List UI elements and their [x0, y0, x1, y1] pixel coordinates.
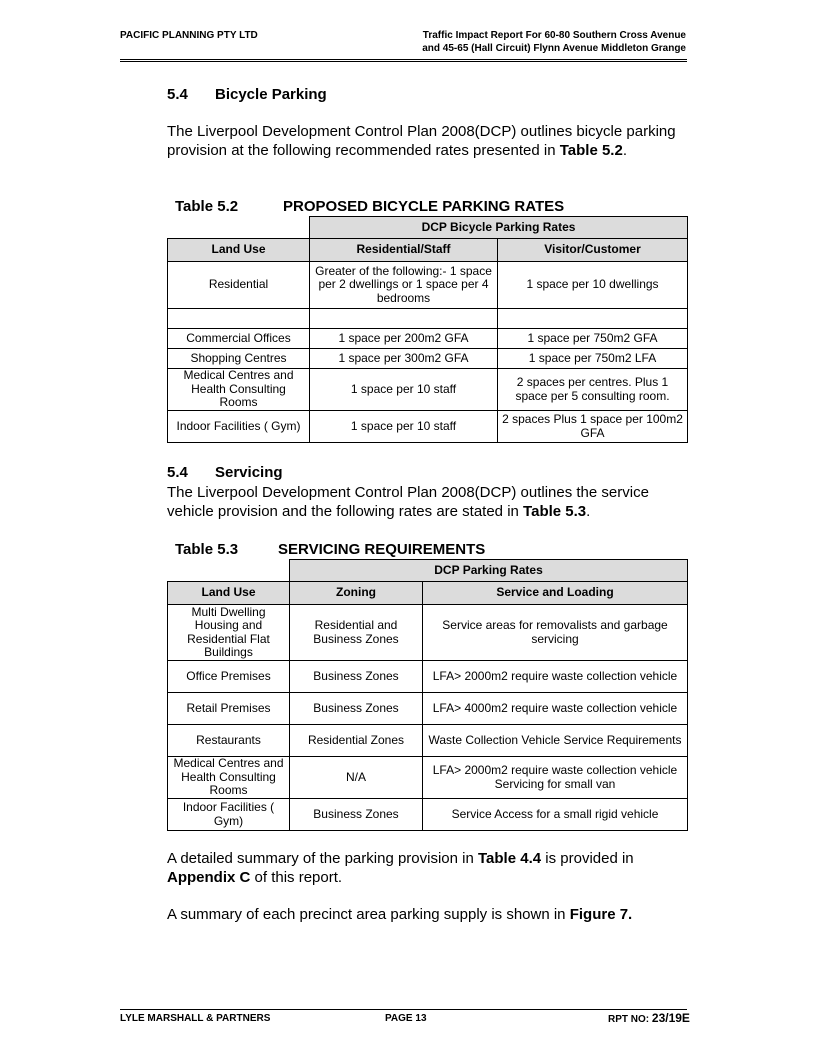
cell-land-use: Shopping Centres — [168, 349, 310, 369]
column-header: Residential/Staff — [310, 239, 498, 262]
column-header: Land Use — [168, 582, 290, 605]
cell-residential-staff: 1 space per 10 staff — [310, 411, 498, 443]
table-5-2-caption — [175, 198, 564, 215]
paragraph-text: The Liverpool Development Control Plan 2008(DCP) outlines the service vehicle provision and the following rates are stated in — [167, 484, 649, 520]
cell-service-loading: LFA> 2000m2 require waste collection vehicle — [423, 661, 688, 693]
cell-zoning: N/A — [290, 757, 423, 799]
caption-title: PROPOSED BICYCLE PARKING RATES — [283, 198, 565, 215]
summary-paragraph-1 — [167, 849, 697, 887]
cell-zoning: Residential and Business Zones — [290, 605, 423, 661]
cell-zoning: Residential Zones — [290, 725, 423, 757]
cell-land-use: Residential — [168, 262, 310, 309]
cell-land-use: Office Premises — [168, 661, 290, 693]
cell-residential-staff: Greater of the following:- 1 space per 2 dwellings or 1 space per 4 bedrooms — [310, 262, 498, 309]
paragraph-text: A detailed summary of the parking provision in — [167, 850, 478, 867]
cell-visitor-customer: 1 space per 10 dwellings — [498, 262, 688, 309]
cell-residential-staff: 1 space per 10 staff — [310, 369, 498, 411]
table-row — [168, 411, 688, 443]
appendix-reference: Appendix C — [167, 869, 251, 886]
table-bicycle-parking-rates — [167, 216, 688, 443]
cell-residential-staff: 1 space per 200m2 GFA — [310, 329, 498, 349]
paragraph-end: . — [586, 503, 591, 520]
cell-land-use: Restaurants — [168, 725, 290, 757]
paragraph-end: . — [622, 142, 627, 159]
table-corner — [168, 217, 310, 239]
cell-land-use: Medical Centres and Health Consulting Rooms — [168, 369, 310, 411]
table-row — [168, 309, 688, 329]
header-title-line-1: Traffic Impact Report For 60-80 Southern Cross Avenue — [422, 30, 686, 41]
cell-service-loading: Waste Collection Vehicle Service Requirements — [423, 725, 688, 757]
cell-land-use: Indoor Facilities ( Gym) — [168, 799, 290, 831]
cell-land-use: Multi Dwelling Housing and Residential Flat Buildings — [168, 605, 290, 661]
group-header: DCP Parking Rates — [290, 560, 688, 582]
report-number-label: RPT NO: — [608, 1014, 652, 1025]
column-header: Land Use — [168, 239, 310, 262]
column-header: Service and Loading — [423, 582, 688, 605]
section-heading-servicing — [167, 464, 283, 481]
caption-number: Table 5.3 — [175, 541, 239, 558]
summary-paragraph-2 — [167, 905, 697, 924]
table-row — [168, 329, 688, 349]
section-number: 5.4 — [167, 464, 188, 481]
header-company: PACIFIC PLANNING PTY LTD — [120, 30, 258, 41]
cell-visitor-customer: 1 space per 750m2 LFA — [498, 349, 688, 369]
bicycle-paragraph — [167, 122, 697, 160]
footer-rule — [120, 1009, 687, 1010]
table-reference: Table 5.2 — [559, 142, 623, 159]
report-number-value: 23/19E — [651, 1011, 690, 1025]
table-row — [168, 349, 688, 369]
table-corner — [168, 560, 290, 582]
cell-land-use: Indoor Facilities ( Gym) — [168, 411, 310, 443]
table-row — [168, 262, 688, 309]
cell-land-use: Retail Premises — [168, 693, 290, 725]
cell-zoning: Business Zones — [290, 661, 423, 693]
header-title-line-2: and 45-65 (Hall Circuit) Flynn Avenue Middleton Grange — [422, 43, 686, 54]
paragraph-text: A summary of each precinct area parking supply is shown in — [167, 906, 570, 923]
section-title: Servicing — [215, 464, 283, 481]
caption-number: Table 5.2 — [175, 198, 239, 215]
cell-service-loading: Service Access for a small rigid vehicle — [423, 799, 688, 831]
cell-visitor-customer — [498, 309, 688, 329]
header-rule — [120, 59, 687, 62]
table-row — [168, 605, 688, 661]
section-number: 5.4 — [167, 86, 188, 103]
cell-service-loading: Service areas for removalists and garbage servicing — [423, 605, 688, 661]
servicing-paragraph — [167, 483, 697, 521]
table-row — [168, 693, 688, 725]
table-servicing-requirements — [167, 559, 688, 831]
footer-company: LYLE MARSHALL & PARTNERS — [120, 1013, 271, 1024]
header-report-title — [404, 29, 686, 55]
cell-land-use — [168, 309, 310, 329]
table-row — [168, 661, 688, 693]
group-header: DCP Bicycle Parking Rates — [310, 217, 688, 239]
table-row — [168, 757, 688, 799]
cell-land-use: Medical Centres and Health Consulting Rooms — [168, 757, 290, 799]
paragraph-text: is provided in — [541, 850, 634, 867]
cell-service-loading: LFA> 2000m2 require waste collection vehicle Servicing for small van — [423, 757, 688, 799]
caption-title: SERVICING REQUIREMENTS — [278, 541, 486, 558]
cell-land-use: Commercial Offices — [168, 329, 310, 349]
cell-visitor-customer: 2 spaces Plus 1 space per 100m2 GFA — [498, 411, 688, 443]
column-header: Visitor/Customer — [498, 239, 688, 262]
cell-service-loading: LFA> 4000m2 require waste collection vehicle — [423, 693, 688, 725]
footer-page-number: PAGE 13 — [385, 1013, 427, 1024]
cell-residential-staff — [310, 309, 498, 329]
table-5-3-caption — [175, 541, 485, 558]
table-reference: Table 4.4 — [478, 850, 542, 867]
table-reference: Table 5.3 — [523, 503, 587, 520]
paragraph-text: of this report. — [250, 869, 343, 886]
cell-visitor-customer: 1 space per 750m2 GFA — [498, 329, 688, 349]
cell-zoning: Business Zones — [290, 693, 423, 725]
section-title: Bicycle Parking — [215, 86, 327, 103]
footer-report-number — [608, 1011, 690, 1025]
cell-residential-staff: 1 space per 300m2 GFA — [310, 349, 498, 369]
column-header: Zoning — [290, 582, 423, 605]
table-row — [168, 725, 688, 757]
cell-zoning: Business Zones — [290, 799, 423, 831]
table-row — [168, 369, 688, 411]
cell-visitor-customer: 2 spaces per centres. Plus 1 space per 5 consulting room. — [498, 369, 688, 411]
paragraph-text: The Liverpool Development Control Plan 2008(DCP) outlines bicycle parking provision at the following recommended rates presented in — [167, 123, 676, 159]
table-row — [168, 799, 688, 831]
section-heading-bicycle-parking — [167, 86, 327, 103]
figure-reference: Figure 7. — [569, 906, 633, 923]
